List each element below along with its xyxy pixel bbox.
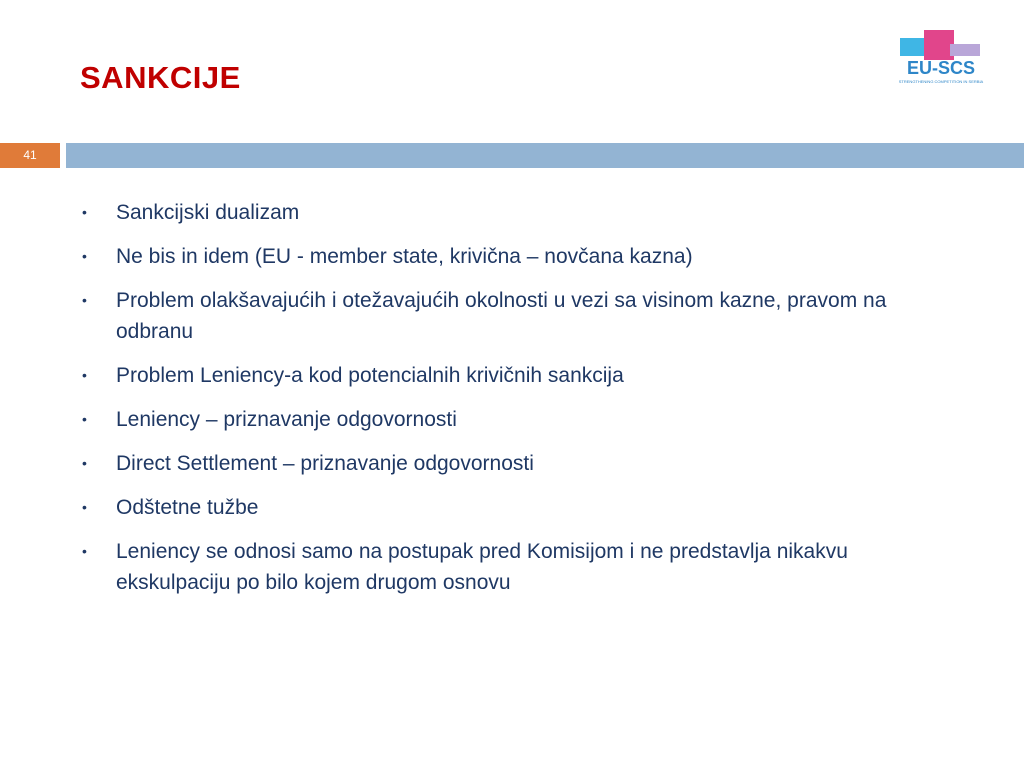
logo-tagline: STRENGTHENING COMPETITION IN SERBIA bbox=[898, 79, 984, 84]
list-item bbox=[82, 241, 962, 272]
list-item bbox=[82, 197, 962, 228]
bullet-text: Sankcijski dualizam bbox=[116, 201, 300, 224]
bullet-text: Odštetne tužbe bbox=[116, 496, 259, 519]
bullet-icon: • bbox=[82, 455, 87, 471]
bullet-icon: • bbox=[82, 411, 87, 427]
bullet-icon: • bbox=[82, 248, 87, 264]
logo-text: EU-SCS bbox=[906, 58, 976, 78]
list-item bbox=[82, 404, 962, 435]
bullet-icon: • bbox=[82, 204, 87, 220]
bullet-icon: • bbox=[82, 367, 87, 383]
header-bar bbox=[66, 143, 1024, 168]
bullet-icon: • bbox=[82, 499, 87, 515]
list-item bbox=[82, 285, 962, 347]
slide-title: SANKCIJE bbox=[80, 60, 241, 95]
bullet-icon: • bbox=[82, 292, 87, 308]
logo-square-blue bbox=[900, 38, 928, 56]
bullet-text: Direct Settlement – priznavanje odgovornosti bbox=[116, 452, 534, 475]
list-item bbox=[82, 536, 962, 598]
bullet-text: Problem Leniency-a kod potencialnih krivičnih sankcija bbox=[116, 364, 624, 387]
eu-scs-logo bbox=[896, 28, 986, 86]
bullet-text: Leniency se odnosi samo na postupak pred Komisijom i ne predstavlja nikakvu ekskulpaciju po bilo kojem drugom osnovu bbox=[116, 540, 848, 594]
logo-square-lilac bbox=[950, 44, 980, 56]
list-item bbox=[82, 492, 962, 523]
bullet-text: Problem olakšavajućih i otežavajućih okolnosti u vezi sa visinom kazne, pravom na odbranu bbox=[116, 289, 887, 343]
bullet-text: Leniency – priznavanje odgovornosti bbox=[116, 408, 457, 431]
bullet-text: Ne bis in idem (EU - member state, krivična – novčana kazna) bbox=[116, 245, 693, 268]
slide-number: 41 bbox=[0, 143, 60, 168]
bullet-icon: • bbox=[82, 543, 87, 559]
bullet-list bbox=[82, 197, 962, 611]
list-item bbox=[82, 360, 962, 391]
list-item bbox=[82, 448, 962, 479]
logo-square-magenta bbox=[924, 30, 954, 60]
